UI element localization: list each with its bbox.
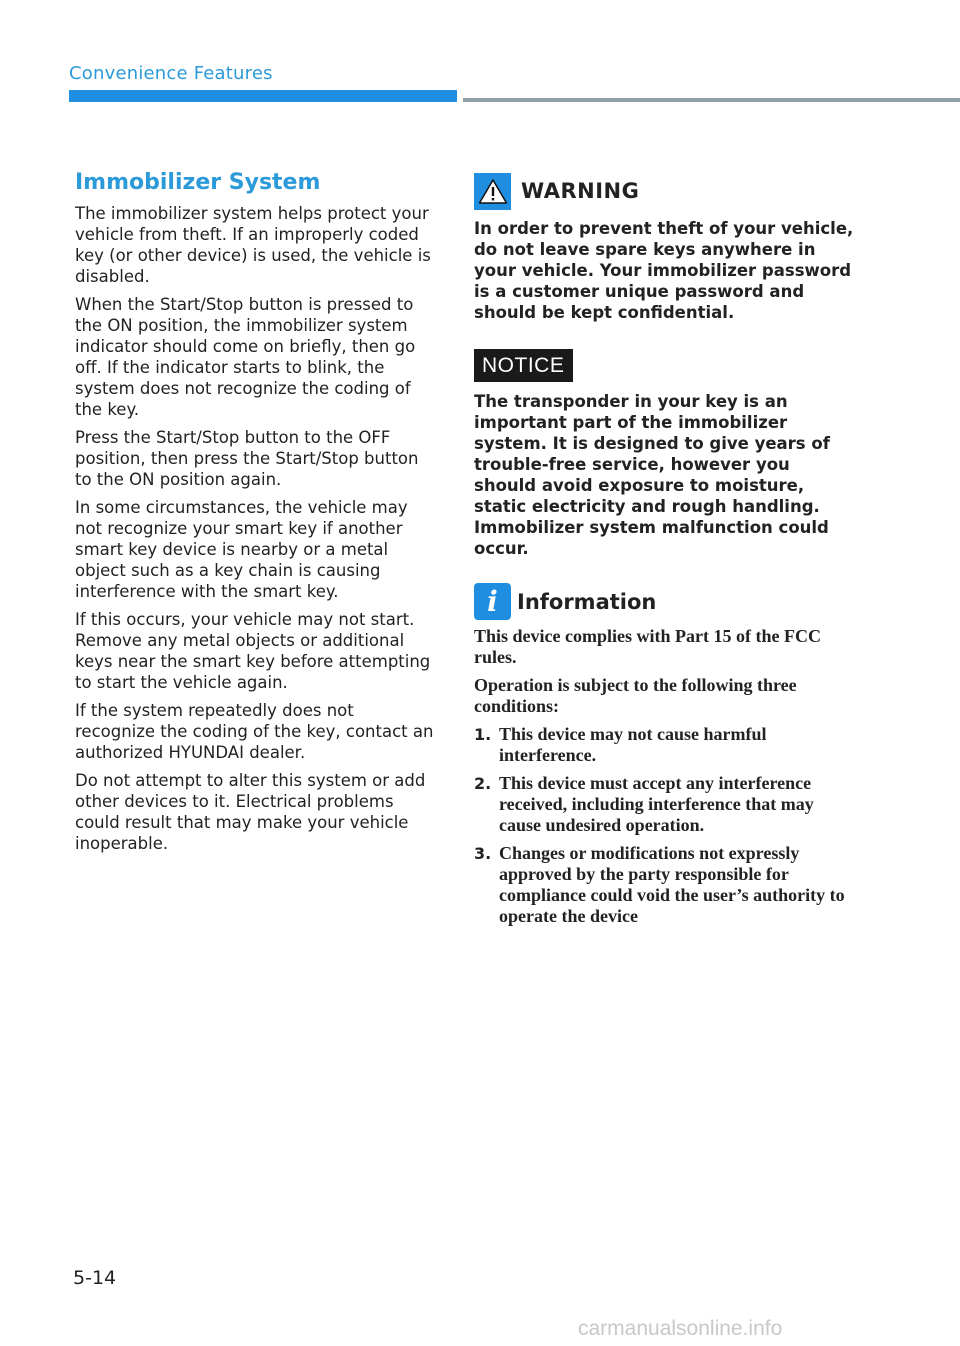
header-bar-rule bbox=[463, 98, 960, 102]
body-paragraph: Do not attempt to alter this system or add other devices to it. Electrical problems could result that may make your vehicle inoperable. bbox=[75, 771, 426, 853]
notice-text: The transponder in your key is an important part of the immobilizer system. It is designed to give years of trouble-free service, however you should avoid exposure to moisture, static electricity and rough handling. Immobilizer system malfunction could occur. bbox=[474, 392, 830, 558]
watermark: carmanualsonline.info bbox=[578, 1317, 783, 1340]
header-title: Convenience Features bbox=[69, 63, 273, 84]
left-column bbox=[75, 170, 437, 861]
list-item bbox=[474, 724, 854, 766]
list-text: This device must accept any interference received, including interference that may cause undesired operation. bbox=[499, 773, 814, 835]
warning-text: In order to prevent theft of your vehicle, do not leave spare keys anywhere in your vehicle. Your immobilizer password is a customer unique password and should be kept confidential. bbox=[474, 219, 854, 322]
info-paragraph: Operation is subject to the following three conditions: bbox=[474, 675, 797, 716]
warning-header bbox=[474, 172, 854, 210]
list-number: 1. bbox=[474, 725, 492, 744]
section-title: Immobilizer System bbox=[75, 170, 321, 195]
warning-triangle-icon bbox=[474, 173, 511, 210]
body-paragraph: Press the Start/Stop button to the OFF position, then press the Start/Stop button to the ON position again. bbox=[75, 428, 419, 489]
list-item bbox=[474, 773, 854, 836]
header-bar-accent bbox=[69, 90, 457, 102]
info-paragraph: This device complies with Part 15 of the FCC rules. bbox=[474, 626, 821, 667]
right-column bbox=[474, 172, 854, 934]
body-paragraph: The immobilizer system helps protect your vehicle from theft. If an improperly coded key (or other device) is used, the vehicle is disabled. bbox=[75, 204, 431, 286]
information-title: Information bbox=[517, 589, 657, 614]
warning-title: WARNING bbox=[521, 179, 640, 203]
list-text: Changes or modifications not expressly approved by the party responsible for compliance could void the user’s authority to operate the device bbox=[499, 843, 845, 926]
body-paragraph: In some circumstances, the vehicle may not recognize your smart key if another smart key device is nearby or a metal object such as a key chain is causing interference with the smart key. bbox=[75, 498, 408, 601]
list-text: This device may not cause harmful interference. bbox=[499, 724, 767, 765]
info-icon: i bbox=[474, 583, 511, 620]
body-paragraph: When the Start/Stop button is pressed to the ON position, the immobilizer system indicator should come on briefly, then go off. If the indicator starts to blink, the system does not recognize the coding of the key. bbox=[75, 295, 416, 419]
page-number: 5-14 bbox=[73, 1267, 117, 1289]
information-header bbox=[474, 583, 854, 620]
body-paragraph: If the system repeatedly does not recognize the coding of the key, contact an authorized HYUNDAI dealer. bbox=[75, 701, 434, 762]
list-item bbox=[474, 843, 854, 927]
notice-badge: NOTICE bbox=[474, 349, 573, 382]
list-number: 3. bbox=[474, 844, 492, 863]
body-paragraph: If this occurs, your vehicle may not start. Remove any metal objects or additional keys near the smart key before attempting to start the vehicle again. bbox=[75, 610, 431, 692]
list-number: 2. bbox=[474, 774, 492, 793]
